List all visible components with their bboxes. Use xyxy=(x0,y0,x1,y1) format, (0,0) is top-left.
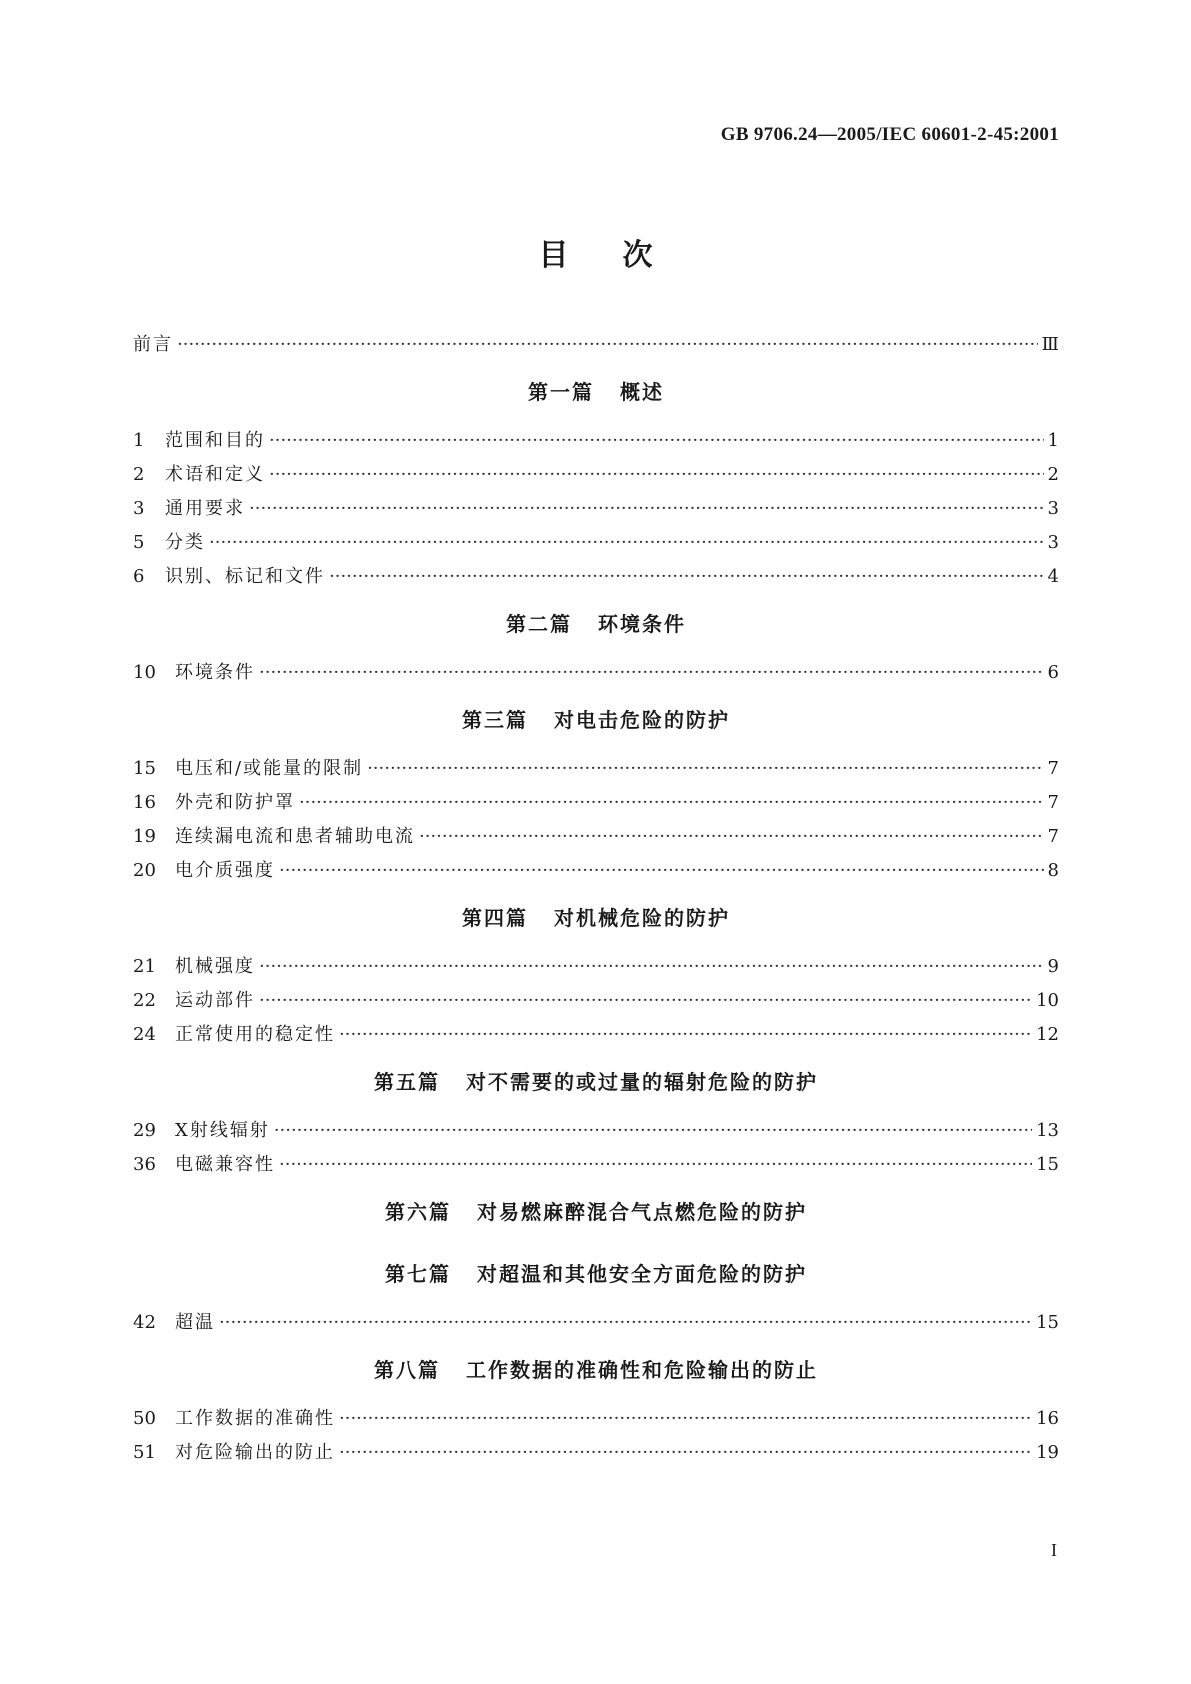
clause-number: 24 xyxy=(133,1024,156,1045)
leader-dots xyxy=(209,532,1044,553)
toc-entry-preface[interactable] xyxy=(133,330,1059,364)
toc-entry[interactable] xyxy=(133,822,1059,856)
clause-number: 3 xyxy=(133,498,145,519)
clause-number: 50 xyxy=(133,1408,156,1429)
part-title: 环境条件 xyxy=(598,612,686,636)
toc-entry-title: 工作数据的准确性 xyxy=(175,1408,335,1429)
toc-entry-title: 术语和定义 xyxy=(165,464,265,485)
toc-entry[interactable] xyxy=(133,1404,1059,1438)
clause-number: 19 xyxy=(133,826,156,847)
part-heading xyxy=(133,1184,1059,1246)
part-title: 对易燃麻醉混合气点燃危险的防护 xyxy=(477,1200,807,1224)
toc-entry-title: 电压和/或能量的限制 xyxy=(175,758,364,779)
toc-entry-title: 正常使用的稳定性 xyxy=(175,1024,335,1045)
leader-dots xyxy=(279,1154,1032,1175)
leader-dots xyxy=(419,826,1044,847)
toc-entry[interactable] xyxy=(133,562,1059,596)
clause-number: 21 xyxy=(133,956,156,977)
toc-entry[interactable] xyxy=(133,986,1059,1020)
clause-number: 20 xyxy=(133,860,156,881)
part-title: 对超温和其他安全方面危险的防护 xyxy=(477,1262,807,1286)
toc-entry[interactable] xyxy=(133,1020,1059,1054)
toc-entry-page: 15 xyxy=(1036,1154,1059,1175)
toc-entry-page: 4 xyxy=(1047,566,1059,587)
part-title: 工作数据的准确性和危险输出的防止 xyxy=(466,1358,818,1382)
toc-entry[interactable] xyxy=(133,426,1059,460)
toc-entry-title: 分类 xyxy=(165,532,205,553)
toc-entry-page: 12 xyxy=(1036,1024,1059,1045)
part-heading xyxy=(133,1246,1059,1308)
leader-dots xyxy=(269,464,1044,485)
toc-entry[interactable] xyxy=(133,494,1059,528)
leader-dots xyxy=(259,990,1032,1011)
clause-number: 6 xyxy=(133,566,145,587)
toc-entry[interactable] xyxy=(133,1116,1059,1150)
part-number: 第八篇 xyxy=(374,1358,440,1382)
clause-number: 16 xyxy=(133,792,156,813)
toc-entry-title: 运动部件 xyxy=(175,990,255,1011)
clause-number: 2 xyxy=(133,464,145,485)
toc-entry-page: 6 xyxy=(1047,662,1059,683)
part-title: 对电击危险的防护 xyxy=(554,708,730,732)
toc-entry[interactable] xyxy=(133,460,1059,494)
toc-entry-page: 7 xyxy=(1047,758,1059,779)
toc-entry[interactable] xyxy=(133,788,1059,822)
toc-entry-page: 16 xyxy=(1036,1408,1059,1429)
toc-entry-title: X射线辐射 xyxy=(175,1120,270,1141)
toc-entry[interactable] xyxy=(133,856,1059,890)
leader-dots xyxy=(339,1408,1032,1429)
toc-entry-page: 3 xyxy=(1047,498,1059,519)
toc-entry-page: 2 xyxy=(1047,464,1059,485)
toc-entry-title: 对危险输出的防止 xyxy=(175,1442,335,1463)
toc-entry-title: 电磁兼容性 xyxy=(175,1154,275,1175)
leader-dots xyxy=(339,1024,1032,1045)
leader-dots xyxy=(279,860,1044,881)
table-of-contents xyxy=(133,330,1059,1472)
part-heading xyxy=(133,692,1059,754)
toc-entry-page: 3 xyxy=(1047,532,1059,553)
leader-dots xyxy=(177,334,1038,355)
toc-entry-title: 环境条件 xyxy=(175,662,255,683)
toc-entry-title: 机械强度 xyxy=(175,956,255,977)
toc-entry-page: 1 xyxy=(1047,430,1059,451)
toc-entry-page: 15 xyxy=(1036,1312,1059,1333)
toc-title: 目次 xyxy=(538,238,707,273)
leader-dots xyxy=(269,430,1044,451)
toc-entry-title: 超温 xyxy=(175,1312,215,1333)
toc-entry-title: 外壳和防护罩 xyxy=(175,792,295,813)
toc-entry-page: Ⅲ xyxy=(1041,334,1059,355)
part-number: 第三篇 xyxy=(462,708,528,732)
standard-code: GB 9706.24—2005/IEC 60601-2-45:2001 xyxy=(720,124,1059,145)
clause-number: 5 xyxy=(133,532,145,553)
toc-entry[interactable] xyxy=(133,1308,1059,1342)
clause-number: 42 xyxy=(133,1312,156,1333)
toc-entry-page: 13 xyxy=(1036,1120,1059,1141)
part-heading xyxy=(133,364,1059,426)
part-title: 对不需要的或过量的辐射危险的防护 xyxy=(466,1070,818,1094)
leader-dots xyxy=(274,1120,1032,1141)
leader-dots xyxy=(339,1442,1032,1463)
part-title: 对机械危险的防护 xyxy=(554,906,730,930)
clause-number: 22 xyxy=(133,990,156,1011)
part-heading xyxy=(133,890,1059,952)
toc-entry-title: 通用要求 xyxy=(165,498,245,519)
part-heading xyxy=(133,1342,1059,1404)
page-number: I xyxy=(1051,1540,1057,1560)
part-number: 第五篇 xyxy=(374,1070,440,1094)
toc-entry-title: 识别、标记和文件 xyxy=(165,566,325,587)
toc-entry[interactable] xyxy=(133,1150,1059,1184)
toc-entry[interactable] xyxy=(133,754,1059,788)
leader-dots xyxy=(259,662,1044,683)
toc-entry-title: 连续漏电流和患者辅助电流 xyxy=(175,826,415,847)
leader-dots xyxy=(259,956,1044,977)
toc-entry-title: 电介质强度 xyxy=(175,860,275,881)
toc-entry[interactable] xyxy=(133,952,1059,986)
clause-number: 1 xyxy=(133,430,145,451)
toc-entry-page: 7 xyxy=(1047,826,1059,847)
toc-entry[interactable] xyxy=(133,528,1059,562)
clause-number: 10 xyxy=(133,662,156,683)
toc-entry-page: 10 xyxy=(1036,990,1059,1011)
clause-number: 51 xyxy=(133,1442,156,1463)
leader-dots xyxy=(219,1312,1032,1333)
clause-number: 29 xyxy=(133,1120,156,1141)
toc-entry[interactable] xyxy=(133,658,1059,692)
part-number: 第四篇 xyxy=(462,906,528,930)
toc-entry-title: 前言 xyxy=(133,334,173,355)
toc-entry-page: 19 xyxy=(1036,1442,1059,1463)
part-number: 第二篇 xyxy=(506,612,572,636)
part-heading xyxy=(133,596,1059,658)
part-number: 第六篇 xyxy=(385,1200,451,1224)
clause-number: 36 xyxy=(133,1154,156,1175)
toc-entry-page: 8 xyxy=(1047,860,1059,881)
toc-entry-title: 范围和目的 xyxy=(165,430,265,451)
part-number: 第一篇 xyxy=(528,380,594,404)
toc-entry-page: 9 xyxy=(1047,956,1059,977)
part-title: 概述 xyxy=(620,380,664,404)
part-heading xyxy=(133,1054,1059,1116)
leader-dots xyxy=(367,758,1043,779)
leader-dots xyxy=(299,792,1044,813)
part-number: 第七篇 xyxy=(385,1262,451,1286)
clause-number: 15 xyxy=(133,758,156,779)
leader-dots xyxy=(249,498,1044,519)
leader-dots xyxy=(329,566,1044,587)
toc-entry-page: 7 xyxy=(1047,792,1059,813)
toc-entry[interactable] xyxy=(133,1438,1059,1472)
